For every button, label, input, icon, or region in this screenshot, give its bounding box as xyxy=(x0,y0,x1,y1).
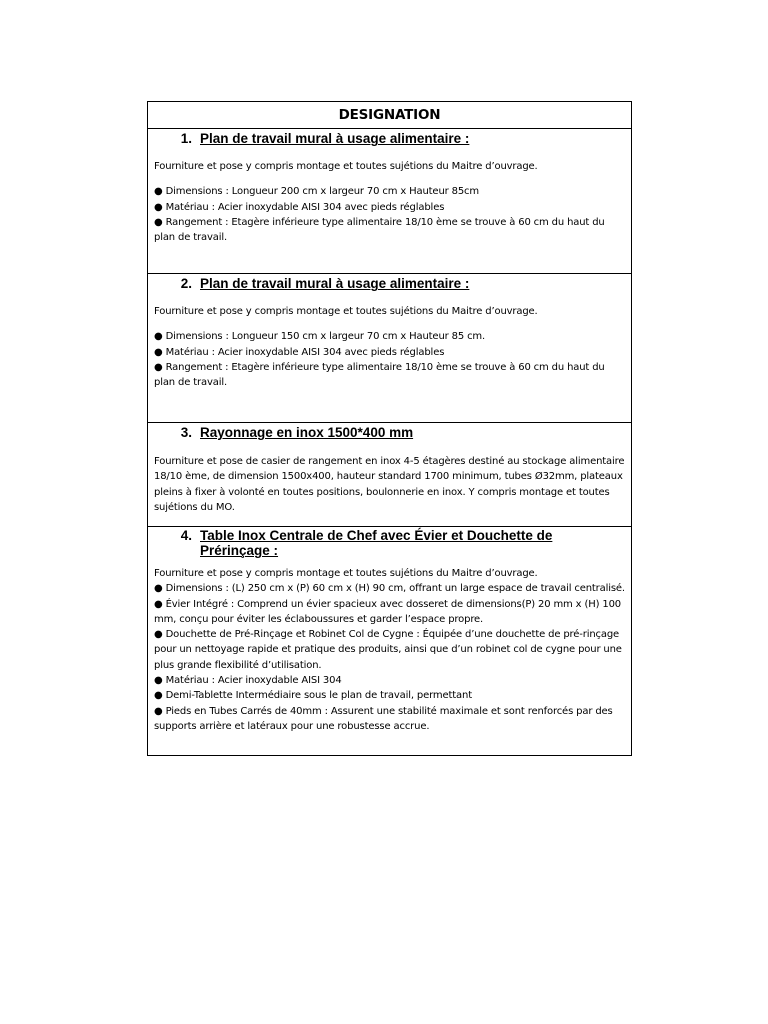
section-4-intro: Fourniture et pose y compris montage et toutes sujétions du Maitre d’ouvrage. xyxy=(154,568,538,579)
section-4-title: Table Inox Centrale de Chef avec Évier et Douchette de Prérinçage : xyxy=(200,528,553,558)
section-4-title-row xyxy=(154,528,625,558)
section-2-bullet-dimensions: ● Dimensions : Longueur 150 cm x largeur 70 cm x Hauteur 85 cm. xyxy=(154,331,486,343)
section-1 xyxy=(148,131,631,274)
section-4-bullet-shelf: ● Demi-Tablette Intermédiaire sous le plan de travail, permettant xyxy=(154,690,472,702)
section-4-bullet-sink: ● Évier Intégré : Comprend un évier spacieux avec dosseret de dimensions(P) 20 mm x (H) 100 mm, conçu pour éviter les éclaboussures et garder l’espace propre. xyxy=(154,598,621,625)
section-4-number: 4. xyxy=(180,528,192,543)
section-3-title-row xyxy=(154,425,625,440)
section-1-bullet-storage: ● Rangement : Etagère inférieure type alimentaire 18/10 ème se trouve à 60 cm du haut du plan de travail. xyxy=(154,216,605,244)
section-3 xyxy=(148,425,631,527)
section-2-intro: Fourniture et pose y compris montage et toutes sujétions du Maitre d’ouvrage. xyxy=(154,306,538,317)
section-2-title: Plan de travail mural à usage alimentaire : xyxy=(200,276,470,291)
section-1-bullet-dimensions: ● Dimensions : Longueur 200 cm x largeur 70 cm x Hauteur 85cm xyxy=(154,186,479,198)
section-4-body xyxy=(154,566,625,734)
designation-table xyxy=(147,101,632,756)
section-4-bullet-dimensions: ● Dimensions : (L) 250 cm x (P) 60 cm x (H) 90 cm, offrant un large espace de travail centralisé. xyxy=(154,583,625,595)
section-1-intro: Fourniture et pose y compris montage et toutes sujétions du Maitre d’ouvrage. xyxy=(154,161,538,172)
section-1-number: 1. xyxy=(180,131,192,146)
section-2-bullet-material: ● Matériau : Acier inoxydable AISI 304 avec pieds réglables xyxy=(154,346,445,358)
section-3-number: 3. xyxy=(180,425,192,440)
section-1-bullet-material: ● Matériau : Acier inoxydable AISI 304 avec pieds réglables xyxy=(154,201,445,213)
section-4 xyxy=(148,528,631,763)
section-4-bullet-spray: ● Douchette de Pré-Rinçage et Robinet Col de Cygne : Équipée d’une douchette de pré-rinçage pour un nettoyage rapide et pratique des produits, ainsi que d’un robinet col de cygne pour une plus grande flexibilité d’utilisation. xyxy=(154,629,622,671)
section-1-title: Plan de travail mural à usage alimentaire : xyxy=(200,131,470,146)
table-header: DESIGNATION xyxy=(148,102,631,129)
section-1-bullets xyxy=(154,184,625,245)
section-1-title-row xyxy=(154,131,625,146)
section-2-bullet-storage: ● Rangement : Etagère inférieure type alimentaire 18/10 ème se trouve à 60 cm du haut du plan de travail. xyxy=(154,361,605,389)
section-2 xyxy=(148,276,631,423)
section-2-number: 2. xyxy=(180,276,192,291)
section-2-bullets xyxy=(154,329,625,390)
section-4-bullet-legs: ● Pieds en Tubes Carrés de 40mm : Assurent une stabilité maximale et sont renforcés par des supports arrière et latéraux pour une robustesse accrue. xyxy=(154,705,613,732)
section-2-title-row xyxy=(154,276,625,291)
section-4-bullet-material: ● Matériau : Acier inoxydable AISI 304 xyxy=(154,675,342,687)
section-3-intro: Fourniture et pose de casier de rangement en inox 4-5 étagères destiné au stockage alimentaire 18/10 ème, de dimension 1500x400, hauteur standard 1700 minimum, tubes Ø32mm, plateaux pleins à fixer à volonté en toutes positions, boulonnerie en inox. Y compris montage et toutes sujétions du MO. xyxy=(154,456,625,513)
section-3-title: Rayonnage en inox 1500*400 mm xyxy=(200,425,414,440)
